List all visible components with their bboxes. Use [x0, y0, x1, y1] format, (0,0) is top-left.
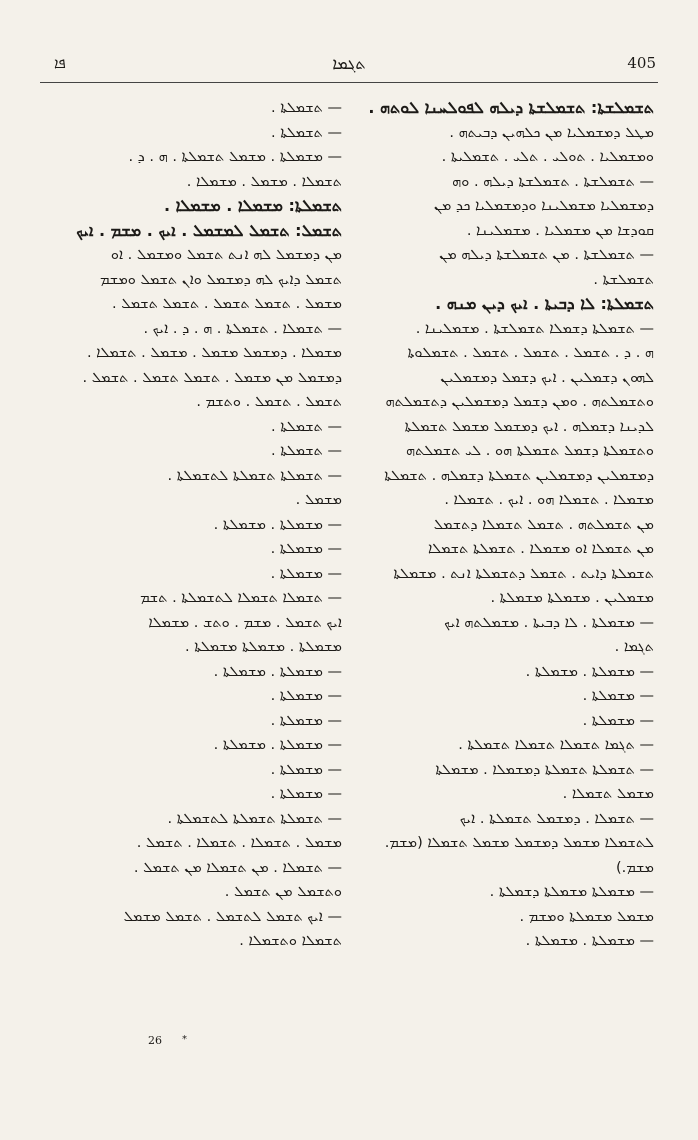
text-line: ܡܫܡܠ . ܬܫܡܠܐ . ܬܫܡܠܐ . ܬܫܡܠ . [136, 835, 342, 851]
text-line: ܡܫܡ.) [615, 859, 654, 876]
text-line: ܕܡܫܡܠܝܢ ܕܡܫܡܠܝܢ ܬܫܡܠܬܐ ܕܫܡܠܗ . ܬܫܡܠܬܐ [384, 467, 654, 484]
text-line: ܘܬܫܡܠ ܡܢ ܬܫܡܠ . [224, 884, 342, 900]
text-line: ܡܫܡܠܐ . ܕܡܫܡܠ ܡܫܡܠ . ܡܫܡܠ . ܬܫܡܠܐ . [86, 345, 342, 361]
page-number: 405 [627, 54, 656, 72]
text-line: — ܡܫܡܠܬܐ . ܠܐ ܕܒܝܬܐ . ܡܫܡܠܬܗ ܐܝܟ [444, 614, 654, 631]
text-line: ܘܬܫܡܠܬܗ . ܘܡܢ ܕܫܡܠ ܕܡܫܡܠܝܢ ܕܬܫܡܠܬܗ [385, 394, 654, 410]
text-line: — ܬܫܡܠܫܬܐ . ܬܫܡܠܫܬܐ ܕܝܠܗ . ܘܗ [452, 173, 654, 190]
text-line: — ܡܫܡܠܬܐ . [270, 712, 342, 729]
text-line: — ܡܫܡܠܬܐ . ܡܫܡܠܬܐ . [213, 737, 342, 753]
text-line: ܕܡܫܡܠܝܐ ܡܫܡܠܝܢܐ ܘܕܡܫܡܠܝܐ ܟܕ ܡܢ [433, 198, 654, 214]
text-line: ܠܗܘܢ ܕܫܡܠܝܢ . ܐܝܟ ܕܫܡܠ ܕܡܫܡܠܝܢ [440, 369, 654, 386]
header-rule [40, 82, 658, 83]
header-running-title: ܬܓܡܐ [332, 54, 366, 73]
right-column [368, 96, 654, 1028]
text-line: ܡܫܡܠ ܬܫܡܠܐ . [562, 786, 654, 802]
text-line: — ܡܫܡܠܬܐ . [270, 565, 342, 582]
text-line: ܬܫܡܠܫܬܐ: ܬܫܡܠܫܬܐ ܕܝܠܗ ܠܦܘܠܚܢܐ ܠܘܬܗ . [368, 98, 654, 117]
text-line: — ܬܫܡܠܐ . ܡܢ ܬܫܡܠܐ ܡܢ ܬܫܡܠ . [133, 859, 342, 876]
text-line: — ܬܫܡܠܐ . ܬܫܡܠܬܐ . ܗ . ܕ . ܐܝܟ . [143, 320, 342, 337]
left-column [56, 96, 342, 1028]
text-line: — ܡܫܡܠܬܐ . ܡܫܡܠܬܐ . [213, 516, 342, 533]
text-line: ܠܕܝܢܐ ܕܫܡܠܗ . ܐܝܟ ܕܡܫܡܠ ܡܫܡܠ ܬܫܡܠܬܐ [404, 418, 654, 435]
text-line: — ܬܫܡܠܬܐ ܬܫܡܠܬܐ ܠܬܫܡܠܬܐ . [167, 810, 342, 827]
text-line: ܡܢ ܬܫܡܠܐ ܐܘ ܡܫܡܠܐ . ܬܫܡܠܬܐ ܬܫܡܠܐ [427, 541, 654, 557]
header-left-folio: ܦܐ [54, 54, 66, 72]
page-footer [0, 1034, 360, 1056]
text-line: — ܡܫܡܠܬܐ . [270, 541, 342, 557]
text-line: ܡܫܡܠ . [295, 492, 342, 508]
text-line: — ܐܝܟ ܬܫܡܠ ܠܬܫܡܠ . ܬܫܡܠ ܡܫܡܠ [123, 908, 342, 925]
text-line: ܬܫܡܠܬܐ ܕܐܝܬ . ܬܫܡܠ ܕܬܫܡܠܬܐ ܐܢܬ . ܡܫܡܠܬܐ [393, 565, 654, 582]
footer-asterisk: * [182, 1034, 187, 1045]
text-line: ܡܫܡܠܝܢ . ܡܫܡܠܬܐ ܡܫܡܠܬܐ . [490, 590, 654, 606]
text-line: ܕܡܫܡܠ ܡܢ ܡܫܡܠ . ܬܫܡܠ ܬܫܡܠ . ܬܫܡܠ . [82, 369, 342, 386]
text-line: ܬܫܡܠܬܐ: ܠܐ ܕܒܝܬܐ . ܐܝܟ ܕܝܢ ܡܢܗ . [435, 294, 654, 313]
text-line: — ܬܫܡܠܬܐ ܬܫܡܠܬܐ ܕܡܫܡܠܐ . ܡܫܡܠܬܐ [435, 761, 654, 778]
text-line: — ܬܫܡܠܬܐ . [270, 443, 342, 459]
text-line: ܘܡܫܡܠܝܐ . ܬܘܠܝ . ܬܠܝ . ܬܫܡܠܝܬܐ . [441, 149, 654, 165]
text-line: — ܬܫܡܠܫܬܐ . ܡܢ ܬܫܡܠܫܬܐ ܕܝܠܗ ܡܢ [439, 247, 654, 263]
text-line: — ܡܫܡܠܬܐ ܡܫܡܠܬܐ ܕܫܡܠܬܐ . [489, 884, 654, 900]
text-line: ܡܫܡܠ . ܬܫܡܠ ܬܫܡܠ . ܬܫܡܠ ܬܫܡܠ . [112, 296, 342, 312]
text-line: — ܡܫܡܠܬܐ . ܡܫܡܠܬܐ . [213, 663, 342, 680]
running-header [40, 48, 658, 84]
text-line: — ܡܫܡܠܬܐ . [270, 761, 342, 778]
text-line: ܡܫܡܠ ܡܫܡܠܬܐ ܘܡܫܡ . [519, 908, 654, 925]
text-line: — ܬܫܡܠܬܐ ܕܫܡܠܐ ܬܫܡܠܫܬܐ . ܡܫܡܠܝܢܐ . [415, 320, 654, 337]
text-line: ܬܫܡܠܐ . ܡܫܡܠ . ܡܫܡܠܐ . [186, 173, 342, 190]
text-line: — ܬܫܡܠܐ . ܕܡܫܡܠ ܬܫܡܠܬܐ . ܐܝܟ [459, 810, 654, 827]
text-line: — ܬܫܡܠܬܐ . [270, 418, 342, 435]
text-line: — ܬܫܡܠܐ ܬܫܡܠܐ ܠܬܫܡܠܬܐ . ܬܫܡ [140, 590, 342, 606]
text-line: ܠܬܫܡܠܐ ܡܫܡܠ ܕܡܫܡܠ ܡܫܡܠ ܬܫܡܠܐ (ܡܫܡ. [384, 835, 654, 851]
text-line: — ܡܫܡܠܬܐ . [582, 712, 654, 729]
text-line: ܬܫܡܠܐ ܘܬܫܡܠܐ . [239, 933, 342, 949]
text-columns [56, 96, 654, 1028]
text-line: ܐܝܟ ܬܫܡܠ . ܡܫܡ . ܘܬܫ . ܡܫܡܠܐ [148, 614, 342, 631]
text-line: ܘܬܫܡܠܬܐ ܕܫܡܠ ܬܫܡܠܬܐ ܗܘ . ܠܝ ܬܫܡܠܬܗ [406, 443, 654, 459]
text-line: — ܬܫܡܠܬܐ . [270, 124, 342, 141]
text-line: — ܬܓܡܐ ܬܫܡܠܐ ܬܫܡܠܐ ܬܫܡܠܬܐ . [458, 737, 654, 753]
text-line: — ܬܫܡܠܬܐ ܬܫܡܠܬܐ ܠܬܫܡܠܬܐ . [167, 467, 342, 484]
text-line: ܬܫܡܠ . ܬܫܡܠ . ܘܬܫܡ . [196, 394, 342, 410]
text-line: ܗ . ܕ . ܬܫܡܠ . ܬܫܡܠ . ܬܫܡܠ . ܬܫܡܠܘܬܐ [407, 345, 654, 361]
text-line: ܡܫܡܠܐ . ܬܫܡܠܐ ܗܘ . ܐܝܟ . ܬܫܡܠܐ . [444, 492, 654, 508]
text-line: — ܡܫܡܠܬܐ . ܡܫܡܠܬܐ . [525, 933, 654, 949]
text-line: — ܡܫܡܠܬܐ . [582, 688, 654, 704]
text-line: ܡܛܠ ܕܡܫܡܠܝܐ ܡܢ ܟܠܗܝܢ ܕܒܝܬܗ . [449, 124, 654, 141]
text-line: ܬܫܡܠܬܐ: ܡܫܡܠܐ . ܡܫܡܠܐ . [163, 196, 342, 215]
text-line: — ܡܫܡܠܬܐ . ܡܫܡܠܬܐ . [525, 663, 654, 680]
text-line: ܬܫܡܠ: ܬܫܡܠ ܠܡܫܡܠ . ܐܝܟ . ܡܫܡ . ܐܝܟ [76, 220, 342, 240]
text-line: ܬܫܡܠܫܬܐ . [593, 271, 654, 288]
text-line: ܬܫܡܠ ܕܐܝܟ ܠܗ ܕܡܫܡܠ ܘܐܢ ܬܫܡܠ ܘܡܫܡ [100, 271, 342, 288]
text-line: — ܡܫܡܠܬܐ . [270, 688, 342, 704]
text-line: ܡܢ ܬܫܡܠܬܗ . ܬܫܡܠ ܬܫܡܠܐ ܕܬܫܡܠ [433, 516, 654, 533]
text-line: ܬܓܡܐ . [614, 639, 654, 655]
text-line: — ܬܫܡܠܬܐ . [270, 100, 342, 116]
signature-mark: 26 [148, 1034, 162, 1047]
text-line: — ܡܫܡܠܬܐ . [270, 786, 342, 802]
text-line: ܡܢ ܕܡܫܡܠ ܠܗ ܐܢܬ ܬܫܡܠ ܘܡܫܡܠ . ܐܘ [110, 247, 342, 263]
text-line: ܩܘܕܫܐ ܡܢ ܡܫܡܠܝܐ . ܡܫܡܠܝܢܐ . [466, 222, 654, 239]
text-line: ܡܫܡܠܬܐ . ܡܫܡܠܬܐ ܡܫܡܠܬܐ . [185, 639, 342, 655]
text-line: — ܡܫܡܠܬܐ . ܡܫܡܠ ܬܫܡܠܬܐ . ܗ . ܕ . [128, 149, 342, 165]
